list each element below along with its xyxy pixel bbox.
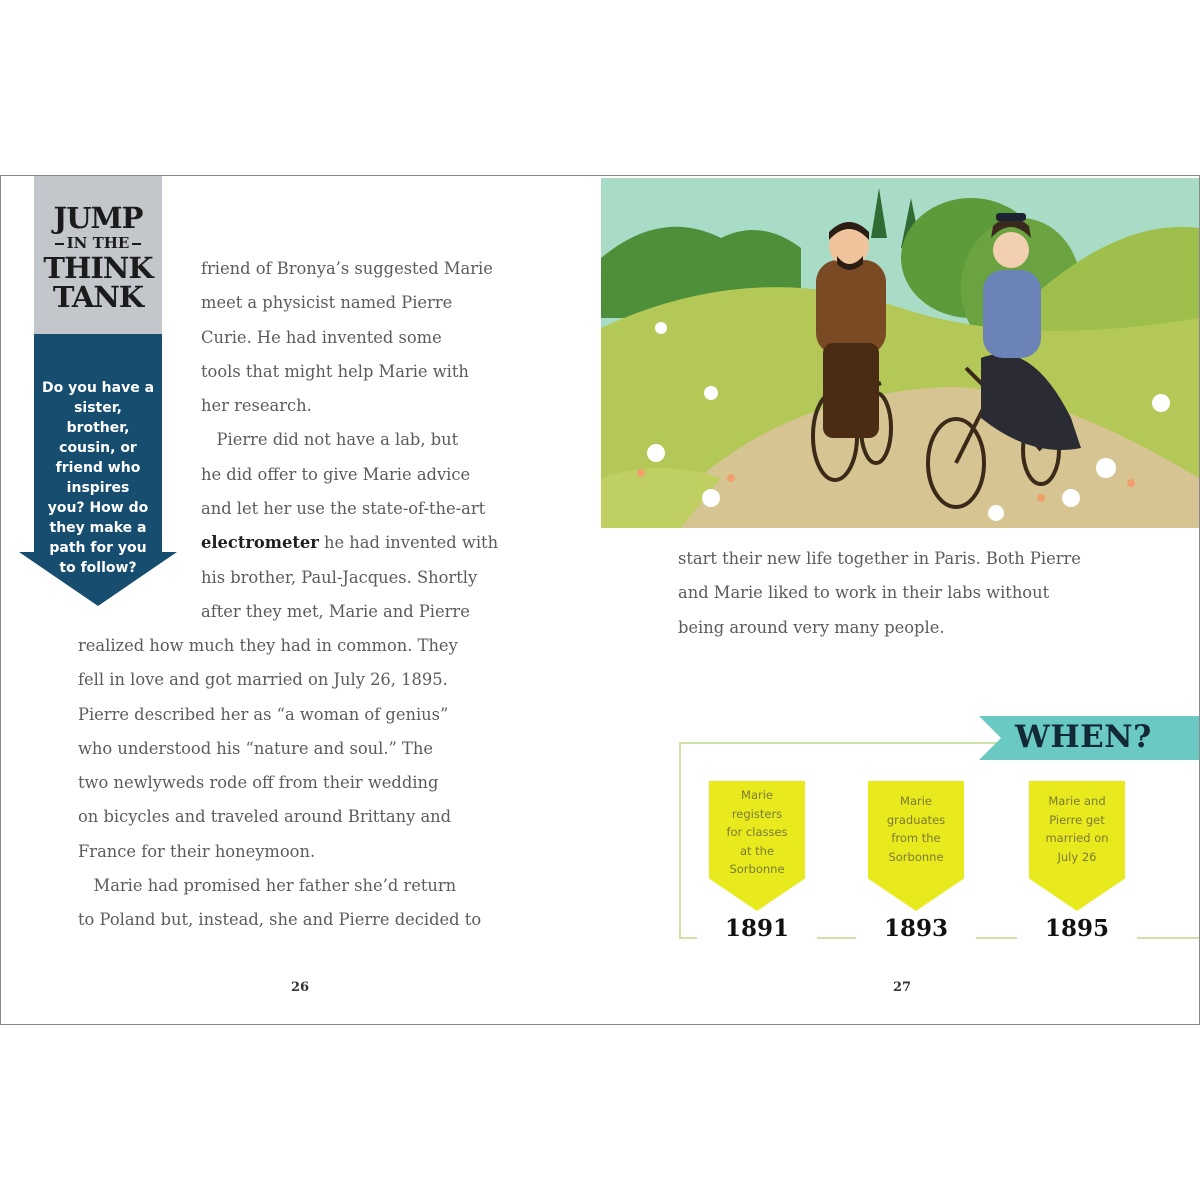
timeline-card-text (868, 792, 964, 866)
timeline-title: WHEN? (1015, 719, 1152, 755)
timeline-card-text (1029, 792, 1125, 866)
body-line: on bicycles and traveled around Brittany and (78, 807, 452, 827)
think-tank-title (34, 201, 162, 314)
body-line: Pierre described her as “a woman of genius” (78, 704, 449, 724)
card-line: Pierre get (1049, 812, 1105, 827)
body-line: two newlyweds rode off from their wedding (78, 773, 439, 793)
question-line: cousin, or (59, 440, 137, 456)
card-line: married on (1045, 831, 1109, 845)
card-line: from the (891, 831, 941, 845)
title-jump: JUMP (53, 201, 143, 235)
body-line: France for their honeymoon. (78, 841, 316, 861)
question-line: you? How do (47, 500, 149, 516)
body-line: to Poland but, instead, she and Pierre decided to (78, 910, 482, 930)
left-body-wide (78, 629, 481, 938)
question-line: to follow? (59, 560, 137, 576)
card-line: Marie (741, 788, 773, 802)
left-body-narrow (201, 252, 498, 629)
body-line: who understood his “nature and soul.” The (78, 738, 433, 758)
body-line: and Marie liked to work in their labs without (678, 583, 1050, 603)
card-line: Sorbonne (729, 862, 785, 876)
think-tank-question (41, 378, 155, 578)
title-in-the: IN THE (34, 236, 162, 251)
card-line: graduates (886, 812, 946, 827)
question-line: path for you (49, 540, 147, 556)
timeline-card-text (709, 786, 805, 879)
body-line: and let her use the state-of-the-art (201, 499, 486, 519)
body-line: tools that might help Marie with (201, 361, 469, 381)
timeline-year-1895: 1895 (1017, 915, 1137, 942)
body-line: friend of Bronya’s suggested Marie (201, 259, 493, 278)
card-line: July 26 (1057, 849, 1097, 864)
page-number-left: 26 (291, 980, 310, 995)
question-line: friend who (55, 460, 141, 476)
timeline-year-1893: 1893 (856, 915, 976, 942)
cycling-illustration (601, 178, 1199, 528)
card-line: registers (731, 806, 783, 821)
question-line: inspires (66, 480, 130, 496)
body-line: after they met, Marie and Pierre (201, 601, 470, 621)
glossary-term[interactable]: electrometer (201, 533, 319, 553)
title-tank: TANK (52, 280, 144, 314)
body-line: start their new life together in Paris. Both Pierre (678, 549, 1081, 568)
card-line: at the (739, 843, 775, 858)
card-line: Sorbonne (888, 849, 944, 864)
title-think: THINK (43, 251, 153, 285)
card-line: Marie (900, 794, 932, 808)
question-line: they make a (49, 520, 147, 536)
body-line: his brother, Paul-Jacques. Shortly (201, 567, 478, 587)
question-line: Do you have a (41, 380, 155, 396)
body-line: realized how much they had in common. They (78, 636, 458, 655)
body-line: Curie. He had invented some (201, 327, 442, 347)
body-line: Pierre did not have a lab, but (201, 430, 459, 450)
body-line: Marie had promised her father she’d return (78, 876, 457, 896)
body-line: fell in love and got married on July 26, 1895. (78, 670, 448, 690)
book-spread (0, 175, 1200, 1025)
question-line: sister, brother, (66, 400, 130, 436)
body-line: her research. (201, 396, 312, 416)
body-line-rest: he had invented with (318, 533, 499, 553)
card-line: for classes (726, 825, 788, 839)
body-line: meet a physicist named Pierre (201, 293, 453, 313)
page-number-right: 27 (893, 980, 912, 995)
body-line: he did offer to give Marie advice (201, 464, 471, 484)
card-line: Marie and (1048, 794, 1106, 808)
right-body (678, 542, 1081, 645)
body-line: being around very many people. (678, 617, 945, 637)
body-line-glossary (201, 526, 498, 560)
timeline-year-1891: 1891 (697, 915, 817, 942)
